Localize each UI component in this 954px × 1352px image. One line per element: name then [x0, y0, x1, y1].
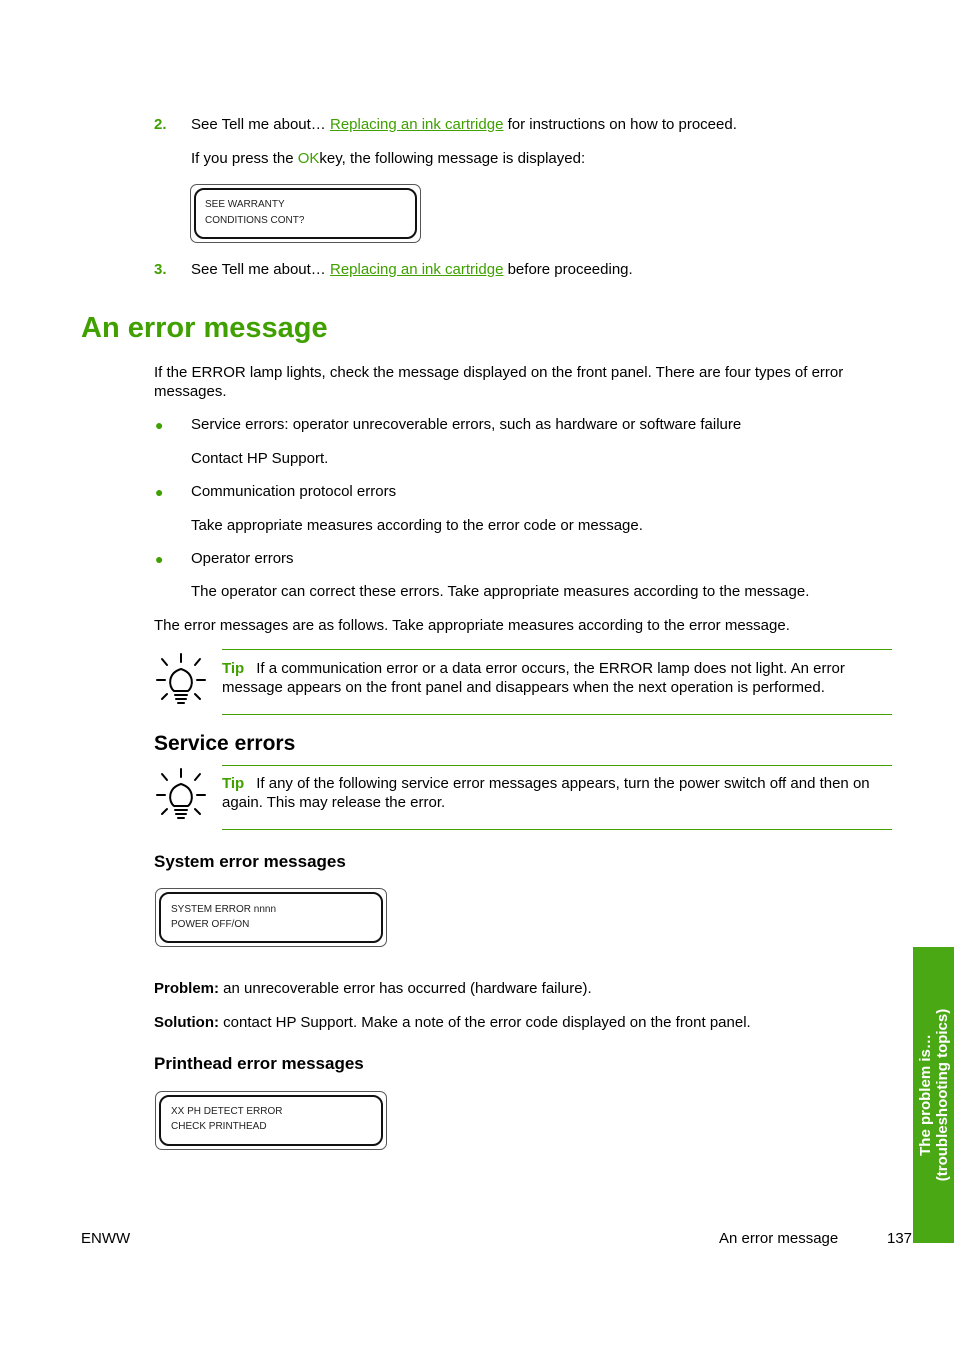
- side-tab-line-1: The problem is…: [916, 1034, 934, 1156]
- problem-body: an unrecoverable error has occurred (hardware failure).: [219, 980, 592, 997]
- page-title: An error message: [81, 312, 328, 344]
- display-line-1: XX PH DETECT ERROR: [171, 1106, 283, 1117]
- problem-text: [154, 979, 592, 998]
- front-panel-display: [155, 888, 387, 947]
- step-2-text: [191, 115, 737, 134]
- follow-paragraph: The error messages are as follows. Take appropriate measures according to the error message.: [154, 617, 790, 634]
- replacing-ink-cartridge-link[interactable]: Replacing an ink cartridge: [329, 261, 504, 278]
- page-number: 137: [887, 1230, 913, 1247]
- display-line-2: CHECK PRINTHEAD: [171, 1121, 267, 1132]
- chapter-side-tab: [913, 947, 954, 1243]
- list-item-detail: Take appropriate measures according to the error code or message.: [191, 517, 643, 534]
- intro-paragraph: If the ERROR lamp lights, check the message displayed on the front panel. There are four types of error messages.: [154, 364, 844, 400]
- tip-bottom-rule: [222, 829, 892, 830]
- tip-label: Tip: [222, 775, 245, 792]
- tip-text: [222, 659, 894, 697]
- subsection-heading: System error messages: [154, 852, 346, 871]
- lightbulb-icon: [156, 768, 206, 822]
- front-panel-display: [190, 184, 421, 243]
- problem-label: Problem:: [154, 980, 220, 997]
- replacing-ink-cartridge-link[interactable]: Replacing an ink cartridge: [329, 116, 504, 133]
- lightbulb-icon: [156, 653, 206, 707]
- bullet-dot-icon: ●: [155, 417, 164, 433]
- ok-key-text: [191, 149, 585, 168]
- tip-label: Tip: [222, 660, 245, 677]
- display-line-1: SYSTEM ERROR nnnn: [171, 904, 277, 915]
- step-number: 3.: [154, 261, 167, 278]
- ok-text-post: key, the following message is displayed:: [319, 150, 586, 167]
- list-item: Service errors: operator unrecoverable errors, such as hardware or software failure: [191, 416, 742, 433]
- footer-section: An error message: [719, 1230, 839, 1247]
- solution-label: Solution:: [154, 1014, 219, 1031]
- display-line-2: CONDITIONS CONT?: [205, 215, 305, 226]
- tip-top-rule: [222, 765, 892, 766]
- list-item-detail: Contact HP Support.: [191, 450, 329, 467]
- step-text-pre: See Tell me about…: [191, 261, 330, 278]
- ok-text-pre: If you press the: [191, 150, 298, 167]
- footer-left: ENWW: [81, 1230, 131, 1247]
- bullet-dot-icon: ●: [155, 484, 164, 500]
- front-panel-display: [155, 1091, 387, 1150]
- solution-body: contact HP Support. Make a note of the error code displayed on the front panel.: [218, 1014, 751, 1031]
- tip-bottom-rule: [222, 714, 892, 715]
- step-text-post: before proceeding.: [503, 261, 633, 278]
- tip-text: [222, 774, 894, 812]
- step-3-text: [191, 260, 633, 279]
- list-item: Operator errors: [191, 550, 294, 567]
- subsection-heading: Printhead error messages: [154, 1054, 364, 1073]
- display-line-1: SEE WARRANTY: [205, 199, 285, 210]
- list-item: Communication protocol errors: [191, 483, 397, 500]
- ok-key-label: OK: [297, 150, 320, 167]
- section-heading: Service errors: [154, 732, 296, 755]
- step-number: 2.: [154, 116, 167, 133]
- step-text-post: for instructions on how to proceed.: [503, 116, 737, 133]
- tip-top-rule: [222, 649, 892, 650]
- tip-body: If a communication error or a data error occurs, the ERROR lamp does not light. An error message appears on the front panel and disappears when the next operation is performed.: [222, 660, 845, 696]
- side-tab-line-2: (troubleshooting topics): [933, 1008, 951, 1182]
- tip-body: If any of the following service error messages appears, turn the power switch off and then on again. This may release the error.: [222, 775, 870, 811]
- step-text-pre: See Tell me about…: [191, 116, 330, 133]
- display-line-2: POWER OFF/ON: [171, 919, 250, 930]
- list-item-detail: The operator can correct these errors. Take appropriate measures according to the message.: [191, 583, 810, 600]
- bullet-dot-icon: ●: [155, 551, 164, 567]
- solution-text: [154, 1013, 751, 1032]
